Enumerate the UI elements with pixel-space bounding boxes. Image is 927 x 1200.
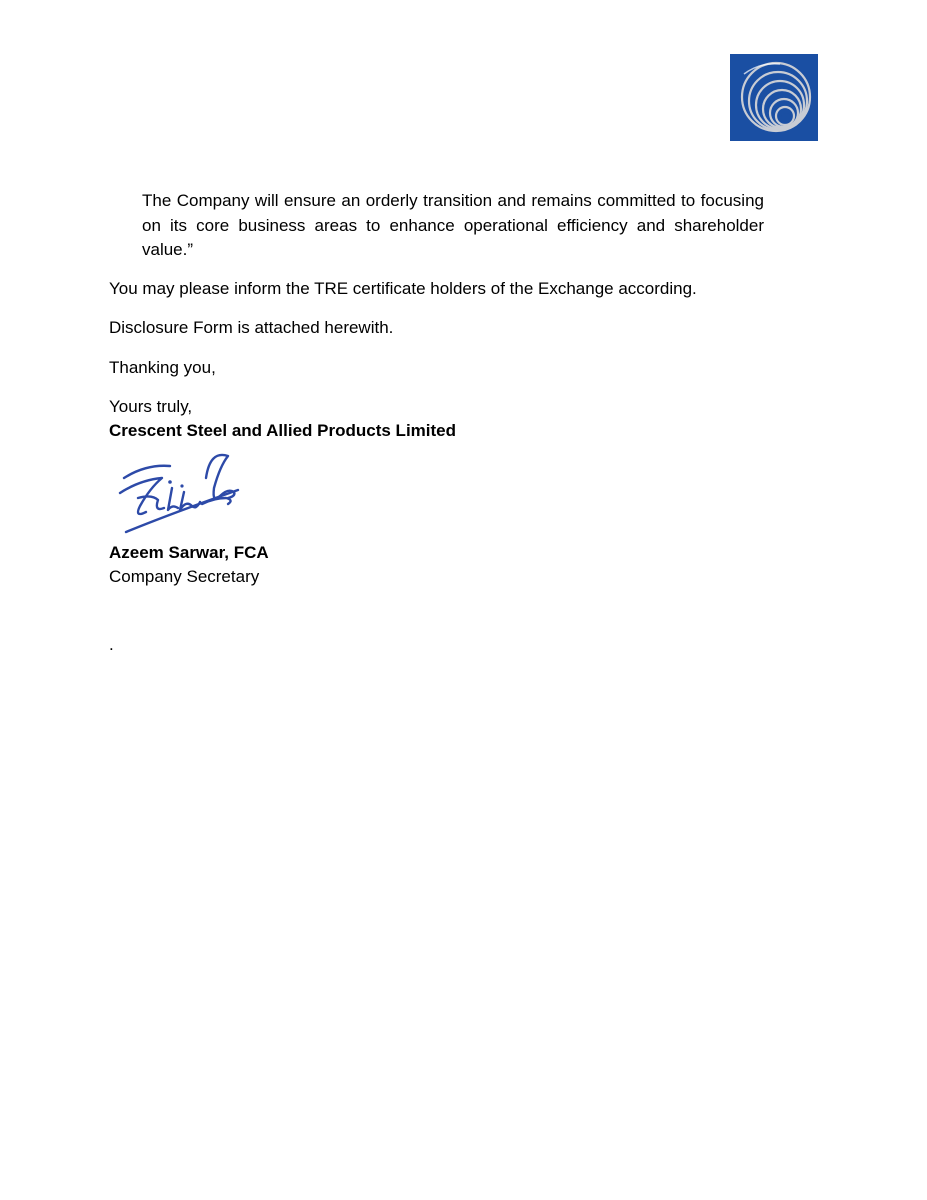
signatory-title: Company Secretary bbox=[109, 567, 260, 586]
closing-line: Yours truly, bbox=[109, 397, 193, 416]
quote-paragraph: The Company will ensure an orderly transition and remains committed to focusing on its core business areas to enhance operational efficiency and shareholder value.” bbox=[142, 191, 764, 259]
inform-line: You may please inform the TRE certificate holders of the Exchange according. bbox=[109, 279, 697, 298]
signatory-name: Azeem Sarwar, FCA bbox=[109, 543, 269, 562]
company-logo bbox=[730, 54, 818, 141]
trailing-mark: . bbox=[109, 635, 114, 654]
company-name: Crescent Steel and Allied Products Limited bbox=[109, 421, 457, 440]
company-logo-graphic bbox=[730, 54, 818, 141]
handwritten-signature bbox=[110, 448, 245, 538]
attachment-line: Disclosure Form is attached herewith. bbox=[109, 318, 394, 337]
thanks-line: Thanking you, bbox=[109, 358, 216, 377]
signature-graphic bbox=[110, 448, 245, 538]
